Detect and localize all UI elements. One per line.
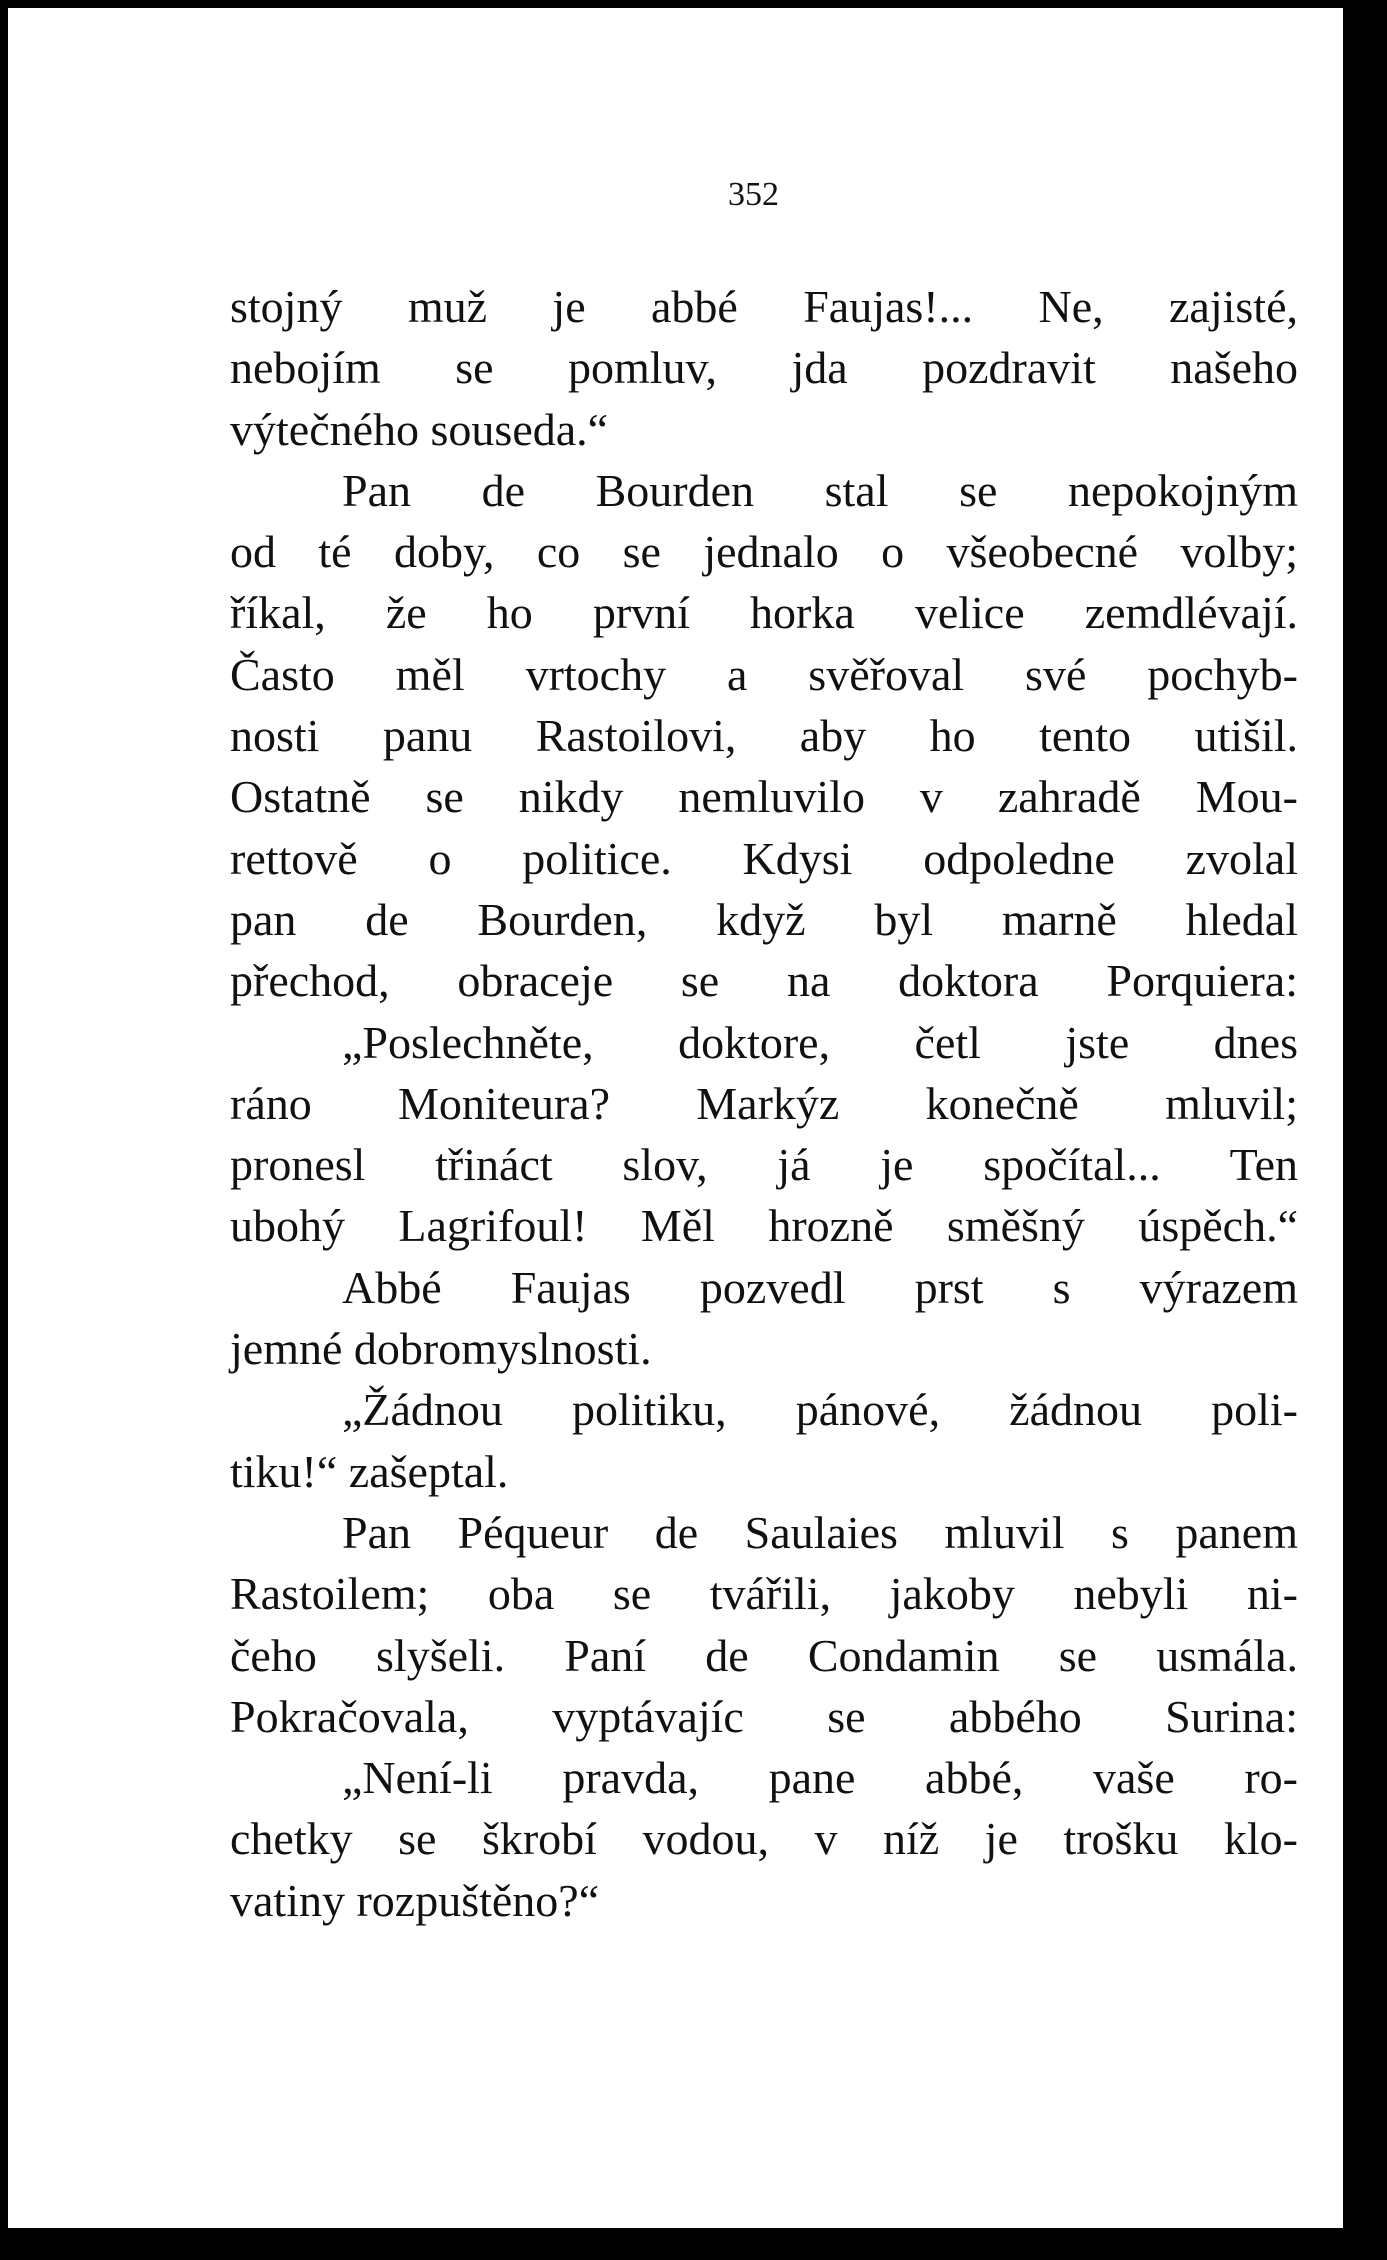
text-line: ubohý Lagrifoul! Měl hrozně směšný úspěch.“: [230, 1200, 1298, 1252]
text-line: jemné dobromyslnosti.: [230, 1323, 652, 1375]
text-line: vatiny rozpuštěno?“: [230, 1874, 600, 1926]
text-line: stojný muž je abbé Faujas!... Ne, zajisté,: [230, 281, 1298, 332]
text-line: výtečného souseda.“: [230, 403, 609, 455]
text-line: pan de Bourden, když byl marně hledal: [230, 893, 1298, 945]
text-line: Ostatně se nikdy nemluvilo v zahradě Mou-: [230, 771, 1298, 823]
page-number: 352: [728, 176, 779, 213]
text-line: přechod, obraceje se na doktora Porquiera:: [230, 955, 1298, 1007]
text-line: rettově o politice. Kdysi odpoledne zvolal: [230, 832, 1298, 884]
text-line: nosti panu Rastoilovi, aby ho tento utišil.: [230, 710, 1298, 762]
text-line: „Poslechněte, doktore, četl jste dnes: [342, 1016, 1298, 1068]
text-line: „Není-li pravda, pane abbé, vaše ro-: [342, 1752, 1298, 1804]
text-line: nebojím se pomluv, jda pozdravit našeho: [230, 342, 1298, 394]
text-line: Pan Péqueur de Saulaies mluvil s panem: [342, 1506, 1298, 1558]
text-line: říkal, že ho první horka velice zemdlévají.: [230, 587, 1298, 639]
text-line: „Žádnou politiku, pánové, žádnou poli-: [342, 1384, 1298, 1436]
text-line: pronesl třináct slov, já je spočítal... Ten: [230, 1139, 1298, 1191]
text-line: od té doby, co se jednalo o všeobecné volby;: [230, 526, 1298, 578]
text-line: Často měl vrtochy a svěřoval své pochyb-: [230, 648, 1298, 700]
text-line: čeho slyšeli. Paní de Condamin se usmála.: [230, 1629, 1298, 1681]
text-line: ráno Moniteura? Markýz konečně mluvil;: [230, 1077, 1298, 1129]
text-line: tiku!“ zašeptal.: [230, 1445, 509, 1497]
scan-border-bottom: [8, 2228, 1365, 2244]
text-line: Rastoilem; oba se tvářili, jakoby nebyli ni-: [230, 1568, 1298, 1620]
text-line: Pokračovala, vyptávajíc se abbého Surina:: [230, 1690, 1298, 1742]
text-line: Abbé Faujas pozvedl prst s výrazem: [342, 1261, 1298, 1313]
scan-border-right: [1343, 8, 1365, 2244]
text-line: Pan de Bourden stal se nepokojným: [342, 464, 1298, 516]
text-line: chetky se škrobí vodou, v níž je trošku klo-: [230, 1813, 1298, 1865]
book-page: [8, 8, 1365, 2244]
body-text: [230, 276, 1298, 1931]
